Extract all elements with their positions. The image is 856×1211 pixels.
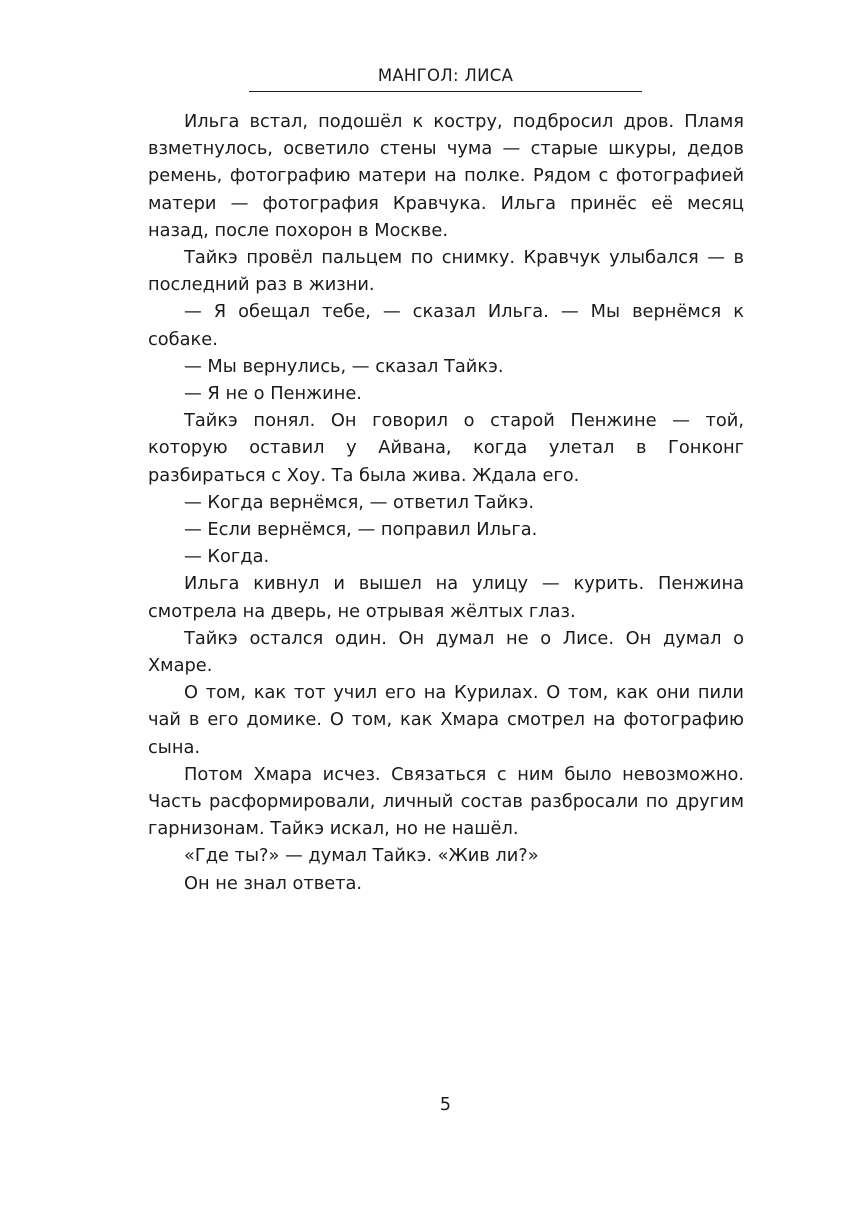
paragraph: Потом Хмара исчез. Связаться с ним было невозможно. Часть расформировали, личный состав разбросали по другим гарнизонам. Тайкэ искал, но не нашёл. [148, 763, 744, 840]
paragraph: — Я не о Пенжине. [184, 383, 362, 405]
paragraph: — Если вернёмся, — поправил Ильга. [184, 519, 538, 541]
paragraph: Ильга встал, подошёл к костру, подбросил дров. Пламя взметнулось, осветило стены чума — старые шкуры, дедов ремень, фотографию матери на полке. Рядом с фотографией матери — фотография Кравчука. Ильга принёс её месяц назад, после похорон в Москве. [148, 111, 744, 241]
page-number: 5 [439, 1095, 452, 1115]
paragraph: — Я обещал тебе, — сказал Ильга. — Мы вернёмся к собаке. [148, 301, 744, 350]
paragraph: — Когда вернёмся, — ответил Тайкэ. [184, 491, 535, 513]
paragraph: Тайкэ остался один. Он думал не о Лисе. Он думал о Хмаре. [148, 627, 744, 677]
paragraph: — Мы вернулись, — сказал Тайкэ. [184, 355, 504, 377]
paragraph: «Где ты?» — думал Тайкэ. «Жив ли?» [184, 845, 539, 867]
paragraph: О том, как тот учил его на Курилах. О том, как они пили чай в его домике. О том, как Хмара смотрел на фотографию сына. [148, 682, 744, 758]
paragraph: Ильга кивнул и вышел на улицу — курить. Пенжина смотрела на дверь, не отрывая жёлтых глаз. [148, 573, 744, 622]
paragraph: Он не знал ответа. [184, 872, 363, 894]
paragraph: — Когда. [184, 546, 270, 568]
header-rule [249, 91, 642, 92]
running-title: МАНГОЛ: ЛИСА [377, 66, 514, 85]
paragraph: Тайкэ провёл пальцем по снимку. Кравчук улыбался — в последний раз в жизни. [148, 247, 744, 296]
body-text [148, 108, 744, 897]
paragraph: Тайкэ понял. Он говорил о старой Пенжине — той, которую оставил у Айвана, когда улетал в Гонконг разбираться с Хоу. Та была жива. Ждала его. [148, 410, 744, 486]
